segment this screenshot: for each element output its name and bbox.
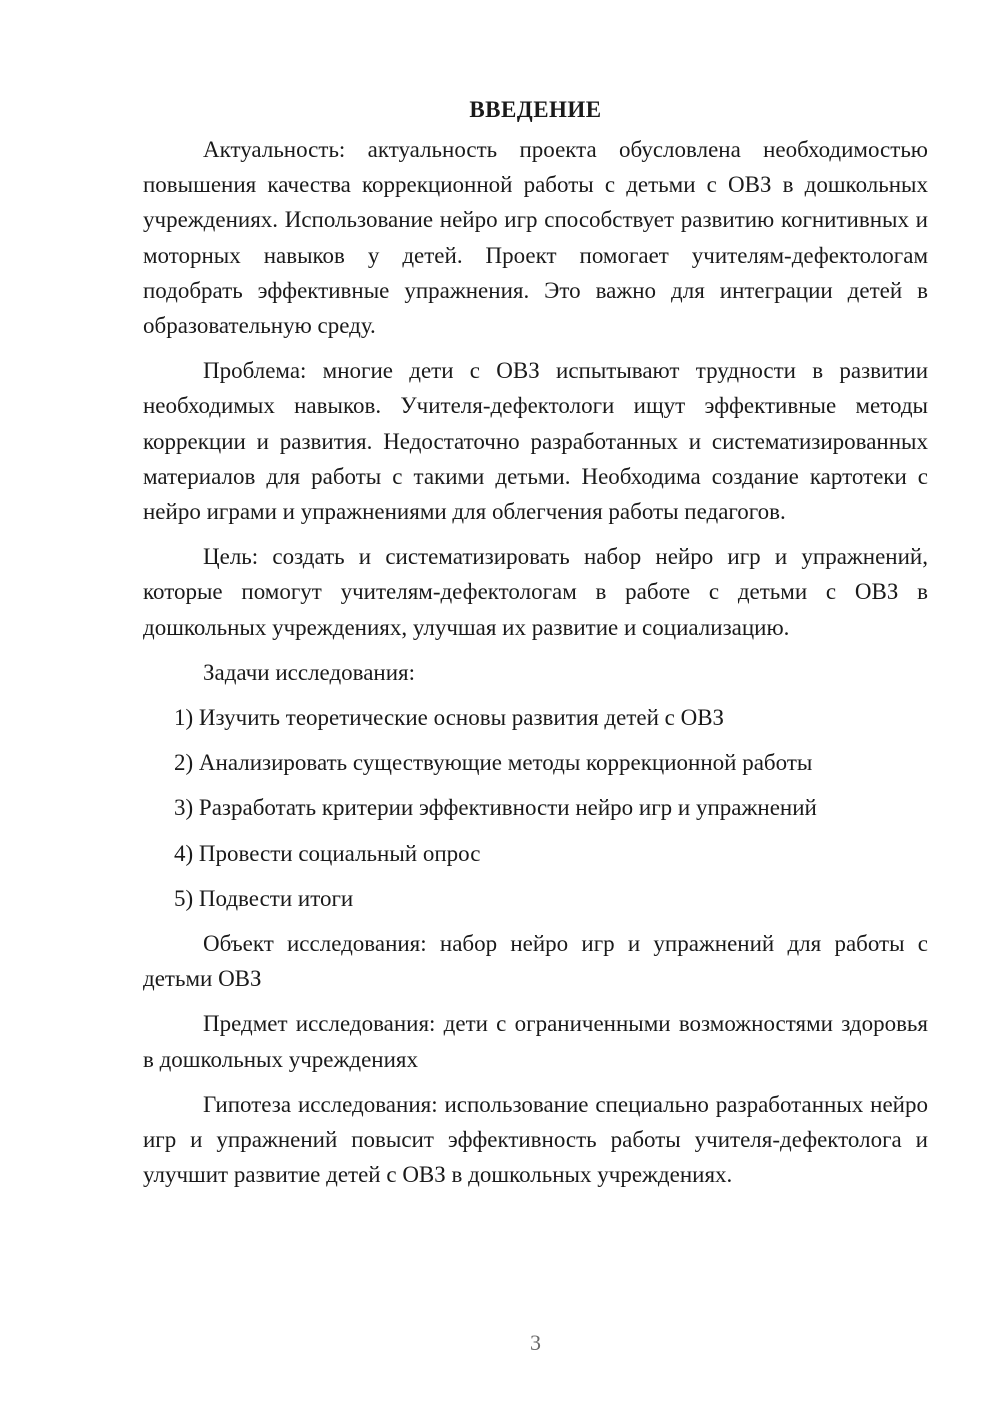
task-item: 2) Анализировать существующие методы коррекционной работы: [174, 750, 813, 776]
document-page: [143, 92, 928, 1202]
goal-paragraph: Цель: создать и систематизировать набор нейро игр и упражнений, которые помогут учителям-дефектологам в работе с детьми с ОВЗ в дошкольных учреждениях, улучшая их развитие и социализацию.: [143, 544, 928, 640]
page-number: 3: [530, 1330, 541, 1355]
object-paragraph: Объект исследования: набор нейро игр и упражнений для работы с детьми ОВЗ: [143, 931, 928, 992]
hypothesis-paragraph: Гипотеза исследования: использование специально разработанных нейро игр и упражнений повысит эффективность работы учителя-дефектолога и улучшит развитие детей с ОВЗ в дошкольных учреждениях.: [143, 1091, 928, 1188]
tasks-heading: Задачи исследования:: [203, 659, 416, 685]
task-item: 3) Разработать критерии эффективности нейро игр и упражнений: [174, 795, 817, 821]
tasks-list: [143, 700, 928, 916]
task-item: 4) Провести социальный опрос: [174, 840, 481, 866]
page-title: ВВЕДЕНИЕ: [469, 97, 602, 122]
task-item: 1) Изучить теоретические основы развития детей с ОВЗ: [174, 705, 725, 731]
task-item: 5) Подвести итоги: [174, 885, 354, 911]
problem-paragraph: Проблема: многие дети с ОВЗ испытывают трудности в развитии необходимых навыков. Учителя-дефектологи ищут эффективные методы коррекции и развития. Недостаточно разработанных и систематизированных материалов для работы с такими детьми. Необходима создание картотеки с нейро играми и упражнениями для облегчения работы педагогов.: [143, 358, 928, 525]
subject-paragraph: Предмет исследования: дети с ограниченными возможностями здоровья в дошкольных учреждениях: [143, 1011, 928, 1072]
relevance-paragraph: Актуальность: актуальность проекта обусловлена необходимостью повышения качества коррекционной работы с детьми с ОВЗ в дошкольных учреждениях. Использование нейро игр способствует развитию когнитивных и моторных навыков у детей. Проект помогает учителям-дефектологам подобрать эффективные упражнения. Это важно для интеграции детей в образовательную среду.: [143, 137, 928, 339]
